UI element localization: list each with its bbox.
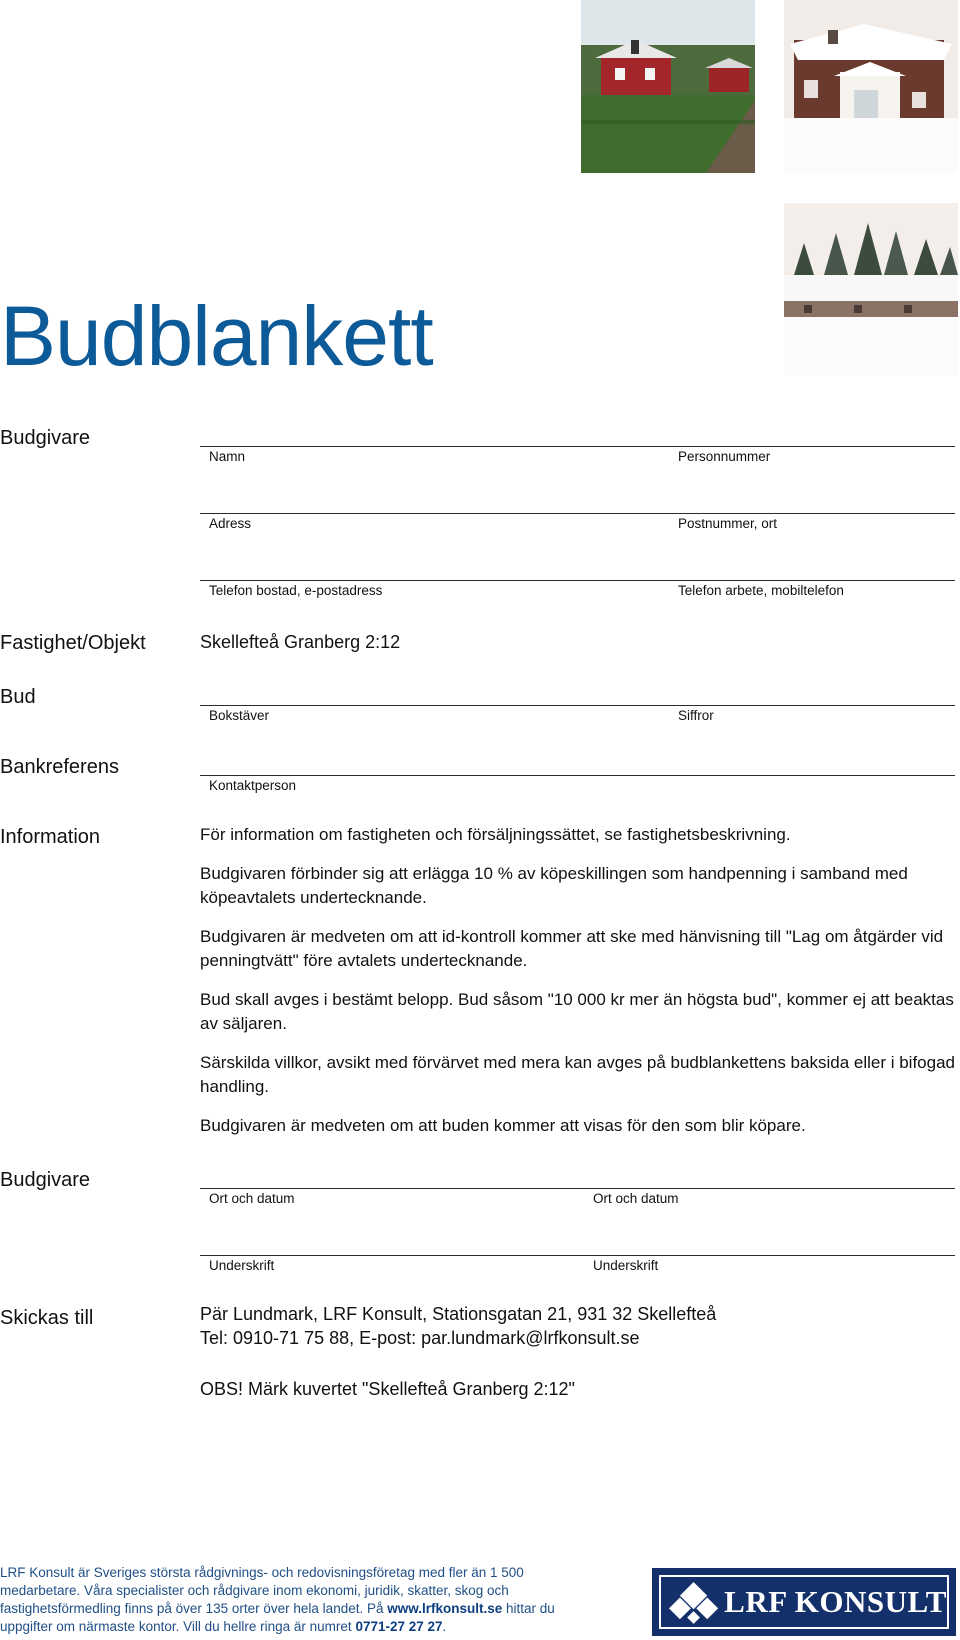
section-label-fastighet: Fastighet/Objekt (0, 632, 146, 654)
section-label-information: Information (0, 826, 101, 848)
field-label-siffror: Siffror (678, 708, 714, 723)
footer-text-part: hittar du uppgifter om närmaste kontor. Vill du hellre ringa är numret (0, 1601, 555, 1634)
phone-number: 0771-27 27 27 (355, 1619, 443, 1634)
logo-frame (659, 1575, 949, 1629)
section-label-budgivare: Budgivare (0, 427, 91, 449)
field-label-adress: Adress (209, 516, 252, 531)
footer-text (0, 1564, 560, 1636)
field-label-namn: Namn (209, 449, 246, 464)
field-label-underskrift-2: Underskrift (593, 1258, 659, 1273)
info-paragraph: Särskilda villkor, avsikt med förvärvet med mera kan avges på budblankettens baksida eller i bifogad handling. (200, 1053, 955, 1096)
envelope-note: OBS! Märk kuvertet "Skellefteå Granberg 2:12" (200, 1379, 575, 1399)
signature-line[interactable] (200, 1255, 955, 1256)
page-title: Budblankett (0, 289, 433, 383)
field-label-personnummer: Personnummer (678, 449, 771, 464)
send-to-line-2: Tel: 0910-71 75 88, E-post: par.lundmark@lrfkonsult.se (200, 1328, 640, 1348)
bank-reference-line[interactable] (200, 775, 955, 776)
name-line[interactable] (200, 446, 955, 447)
lrf-konsult-logo (652, 1568, 956, 1636)
property-value: Skellefteå Granberg 2:12 (200, 632, 401, 652)
field-label-ort-datum-1: Ort och datum (209, 1191, 295, 1206)
red-houses-summer-photo (581, 0, 755, 173)
field-label-ort-datum-2: Ort och datum (593, 1191, 679, 1206)
section-label-skickas-till: Skickas till (0, 1307, 94, 1329)
phone-line[interactable] (200, 580, 955, 581)
field-label-telefon-bostad: Telefon bostad, e-postadress (209, 583, 383, 598)
info-paragraph: För information om fastigheten och försäljningssättet, se fastighetsbeskrivning. (200, 825, 791, 844)
info-paragraph: Bud skall avges i bestämt belopp. Bud såsom "10 000 kr mer än högsta bud", kommer ej att beaktas av säljaren. (200, 990, 954, 1033)
info-paragraph: Budgivaren är medveten om att buden kommer att visas för den som blir köpare. (200, 1116, 806, 1135)
field-label-telefon-arbete: Telefon arbete, mobiltelefon (678, 583, 844, 598)
information-text (200, 823, 955, 1153)
bid-line[interactable] (200, 705, 955, 706)
website-link[interactable]: www.lrfkonsult.se (387, 1601, 503, 1616)
place-date-line[interactable] (200, 1188, 955, 1189)
footer-text-part: LRF Konsult är Sveriges största rådgivnings- och redovisningsföretag med fler än 1 500 medarbetare. Våra specialister och rådgivare inom ekonomi, juridik, skatter, skog och fastighetsförmedling finns på över 135 orter över hela landet. På (0, 1565, 524, 1616)
info-paragraph: Budgivaren är medveten om att id-kontroll kommer att ske med hänvisning till "Lag om åtgärder vid penningtvätt" före avtalets undertecknande. (200, 927, 944, 970)
snowy-house-photo (784, 0, 958, 173)
info-paragraph: Budgivaren förbinder sig att erlägga 10 % av köpeskillingen som handpenning i samband med köpeavtalets undertecknande. (200, 864, 908, 907)
diamond-mark-icon (669, 1578, 718, 1626)
footer-text-part: . (442, 1619, 447, 1634)
send-to-address (200, 1302, 716, 1350)
field-label-bokstaver: Bokstäver (209, 708, 270, 723)
field-label-postnummer: Postnummer, ort (678, 516, 778, 531)
send-to-line-1: Pär Lundmark, LRF Konsult, Stationsgatan 21, 931 32 Skellefteå (200, 1304, 717, 1324)
address-line[interactable] (200, 513, 955, 514)
section-label-bankreferens: Bankreferens (0, 756, 119, 778)
field-label-underskrift-1: Underskrift (209, 1258, 275, 1273)
field-label-kontaktperson: Kontaktperson (209, 778, 297, 793)
snowy-forest-barn-photo (784, 203, 958, 376)
section-label-budgivare-signature: Budgivare (0, 1169, 91, 1191)
section-label-bud: Bud (0, 686, 36, 708)
logo-text: LRF KONSULT (724, 1584, 947, 1619)
